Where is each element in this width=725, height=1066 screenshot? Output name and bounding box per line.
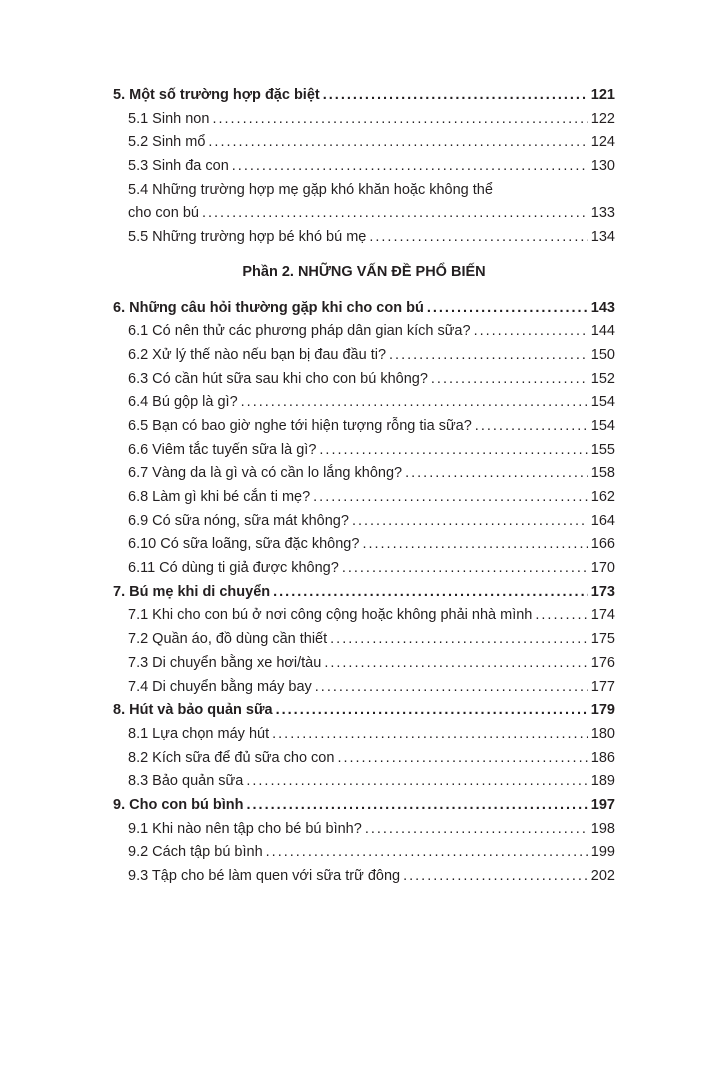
toc-page-number: 133	[590, 205, 615, 222]
toc-entry-title: 7.1 Khi cho con bú ở nơi công cộng hoặc không phải nhà mình	[128, 607, 533, 624]
toc-entry	[113, 652, 615, 676]
toc-chapter-title: 8. Hút và bảo quản sữa	[113, 702, 273, 719]
toc-page-number: 143	[590, 299, 615, 316]
toc-entry-title: 8.1 Lựa chọn máy hút	[128, 725, 270, 742]
dot-leader	[431, 368, 588, 392]
toc-chapter-8	[113, 699, 615, 723]
toc-page-number: 121	[590, 87, 615, 103]
toc-entry-title: 7.3 Di chuyển bằng xe hơi/tàu	[128, 654, 322, 671]
toc-entry	[113, 226, 615, 250]
toc-page-number: 197	[590, 796, 615, 813]
toc-chapter-5	[113, 84, 615, 108]
dot-leader	[202, 202, 588, 226]
toc-entry	[113, 368, 615, 392]
toc-page-number: 186	[590, 749, 615, 766]
toc-entry	[113, 131, 615, 155]
toc-entry	[113, 344, 615, 368]
toc-page-number: 199	[590, 844, 615, 861]
toc-entry-title: 7.2 Quần áo, đồ dùng cần thiết	[128, 631, 328, 648]
toc-page-number: 122	[590, 110, 615, 127]
dot-leader	[330, 628, 588, 652]
toc-entry	[113, 533, 615, 557]
toc-entry-title: 5.2 Sinh mổ	[128, 134, 206, 151]
toc-page-number: 154	[590, 417, 615, 434]
dot-leader	[272, 723, 588, 747]
toc-chapter-9	[113, 794, 615, 818]
dot-leader	[352, 510, 588, 534]
toc-entry-line2	[113, 202, 615, 226]
toc-entry	[113, 628, 615, 652]
toc-page-number: 158	[590, 465, 615, 482]
toc-entry-line1	[113, 179, 615, 203]
toc-entry-title: 9.1 Khi nào nên tập cho bé bú bình?	[128, 820, 362, 837]
toc-page-number: 170	[590, 560, 615, 577]
table-of-contents	[113, 84, 615, 889]
toc-entry-title: 9.2 Cách tập bú bình	[128, 844, 263, 861]
toc-chapter-title: 7. Bú mẹ khi di chuyển	[113, 583, 271, 600]
toc-entry	[113, 747, 615, 771]
toc-entry-title: 6.8 Làm gì khi bé cắn ti mẹ?	[128, 489, 311, 505]
toc-page-number: 164	[590, 512, 615, 529]
toc-page-number: 202	[590, 868, 615, 884]
dot-leader	[362, 533, 587, 557]
toc-entry-title: 6.7 Vàng da là gì và có cần lo lắng không?	[128, 465, 403, 482]
dot-leader	[276, 699, 588, 723]
toc-entry-title: 5.1 Sinh non	[128, 110, 210, 127]
dot-leader	[365, 818, 588, 842]
toc-entry	[113, 439, 615, 463]
dot-leader	[247, 794, 588, 818]
dot-leader	[342, 557, 588, 581]
dot-leader	[241, 391, 588, 415]
dot-leader	[212, 108, 587, 132]
toc-entry	[113, 510, 615, 534]
toc-entry-title: 9.3 Tập cho bé làm quen với sữa trữ đông	[128, 868, 401, 884]
toc-entry-title: 5.3 Sinh đa con	[128, 158, 229, 175]
toc-page-number: 150	[590, 346, 615, 363]
dot-leader	[475, 415, 588, 439]
toc-page-number: 177	[590, 678, 615, 695]
toc-entry-title: 6.1 Có nên thử các phương pháp dân gian kích sữa?	[128, 323, 471, 340]
toc-entry	[113, 818, 615, 842]
toc-entry	[113, 865, 615, 889]
toc-page-number: 152	[590, 370, 615, 387]
dot-leader	[313, 486, 588, 510]
toc-entry-title: 6.4 Bú gộp là gì?	[128, 394, 238, 411]
toc-entry-title: 8.3 Bảo quản sữa	[128, 773, 244, 790]
toc-page-number: 162	[590, 489, 615, 505]
toc-entry-title: 6.9 Có sữa nóng, sữa mát không?	[128, 512, 349, 529]
dot-leader	[474, 320, 588, 344]
toc-entry-title: 6.11 Có dùng ti giả được không?	[128, 560, 339, 577]
toc-entry	[113, 723, 615, 747]
toc-entry-title: 6.5 Bạn có bao giờ nghe tới hiện tượng rỗng tia sữa?	[128, 417, 472, 434]
toc-entry-title: 7.4 Di chuyển bằng máy bay	[128, 678, 312, 695]
dot-leader	[315, 676, 588, 700]
toc-page-number: 173	[590, 583, 615, 600]
toc-entry	[113, 486, 615, 510]
toc-page-number: 155	[590, 441, 615, 458]
dot-leader	[405, 462, 588, 486]
toc-page-number: 174	[590, 607, 615, 624]
toc-chapter-title: 6. Những câu hỏi thường gặp khi cho con bú	[113, 299, 424, 316]
dot-leader	[266, 841, 588, 865]
dot-leader	[427, 297, 588, 321]
toc-page-number: 198	[590, 820, 615, 837]
dot-leader	[324, 652, 587, 676]
toc-entry-title: 5.5 Những trường hợp bé khó bú mẹ	[128, 229, 367, 246]
dot-leader	[319, 439, 587, 463]
toc-entry	[113, 320, 615, 344]
dot-leader	[389, 344, 588, 368]
toc-entry-title: 6.2 Xử lý thế nào nếu bạn bị đau đầu ti?	[128, 346, 387, 363]
toc-chapter-6	[113, 297, 615, 321]
toc-page-number: 176	[590, 654, 615, 671]
dot-leader	[208, 131, 587, 155]
toc-entry	[113, 557, 615, 581]
toc-chapter-title: 5. Một số trường hợp đặc biệt	[113, 87, 320, 103]
toc-entry-title: 8.2 Kích sữa để đủ sữa cho con	[128, 749, 335, 766]
toc-entry	[113, 462, 615, 486]
toc-entry-title: 6.6 Viêm tắc tuyến sữa là gì?	[128, 441, 317, 458]
toc-chapter-7	[113, 581, 615, 605]
toc-page-number: 179	[590, 702, 615, 719]
toc-entry	[113, 676, 615, 700]
part-heading: Phần 2. NHỮNG VẤN ĐỀ PHỔ BIẾN	[242, 263, 486, 280]
toc-page-number: 134	[590, 229, 615, 246]
toc-page-number: 124	[590, 134, 615, 151]
toc-entry	[113, 108, 615, 132]
toc-entry-title-continued: cho con bú	[128, 205, 199, 222]
dot-leader	[369, 226, 587, 250]
dot-leader	[535, 604, 587, 628]
toc-page-number: 154	[590, 394, 615, 411]
toc-entry	[113, 770, 615, 794]
toc-page-number: 189	[590, 773, 615, 790]
toc-page-number: 144	[590, 323, 615, 340]
toc-page-number: 180	[590, 725, 615, 742]
toc-page-number: 166	[590, 536, 615, 553]
toc-entry-title: 5.4 Những trường hợp mẹ gặp khó khăn hoặc không thể	[128, 181, 493, 198]
toc-entry	[113, 415, 615, 439]
dot-leader	[232, 155, 588, 179]
toc-entry	[113, 391, 615, 415]
dot-leader	[403, 865, 588, 889]
dot-leader	[323, 84, 588, 108]
toc-page-number: 175	[590, 631, 615, 648]
dot-leader	[337, 747, 587, 771]
toc-chapter-title: 9. Cho con bú bình	[113, 796, 244, 813]
dot-leader	[273, 581, 588, 605]
toc-entry	[113, 841, 615, 865]
toc-page-number: 130	[590, 158, 615, 175]
toc-entry	[113, 604, 615, 628]
dot-leader	[246, 770, 587, 794]
toc-entry-title: 6.3 Có cần hút sữa sau khi cho con bú không?	[128, 370, 428, 387]
toc-entry-title: 6.10 Có sữa loãng, sữa đặc không?	[128, 536, 360, 553]
toc-entry	[113, 155, 615, 179]
